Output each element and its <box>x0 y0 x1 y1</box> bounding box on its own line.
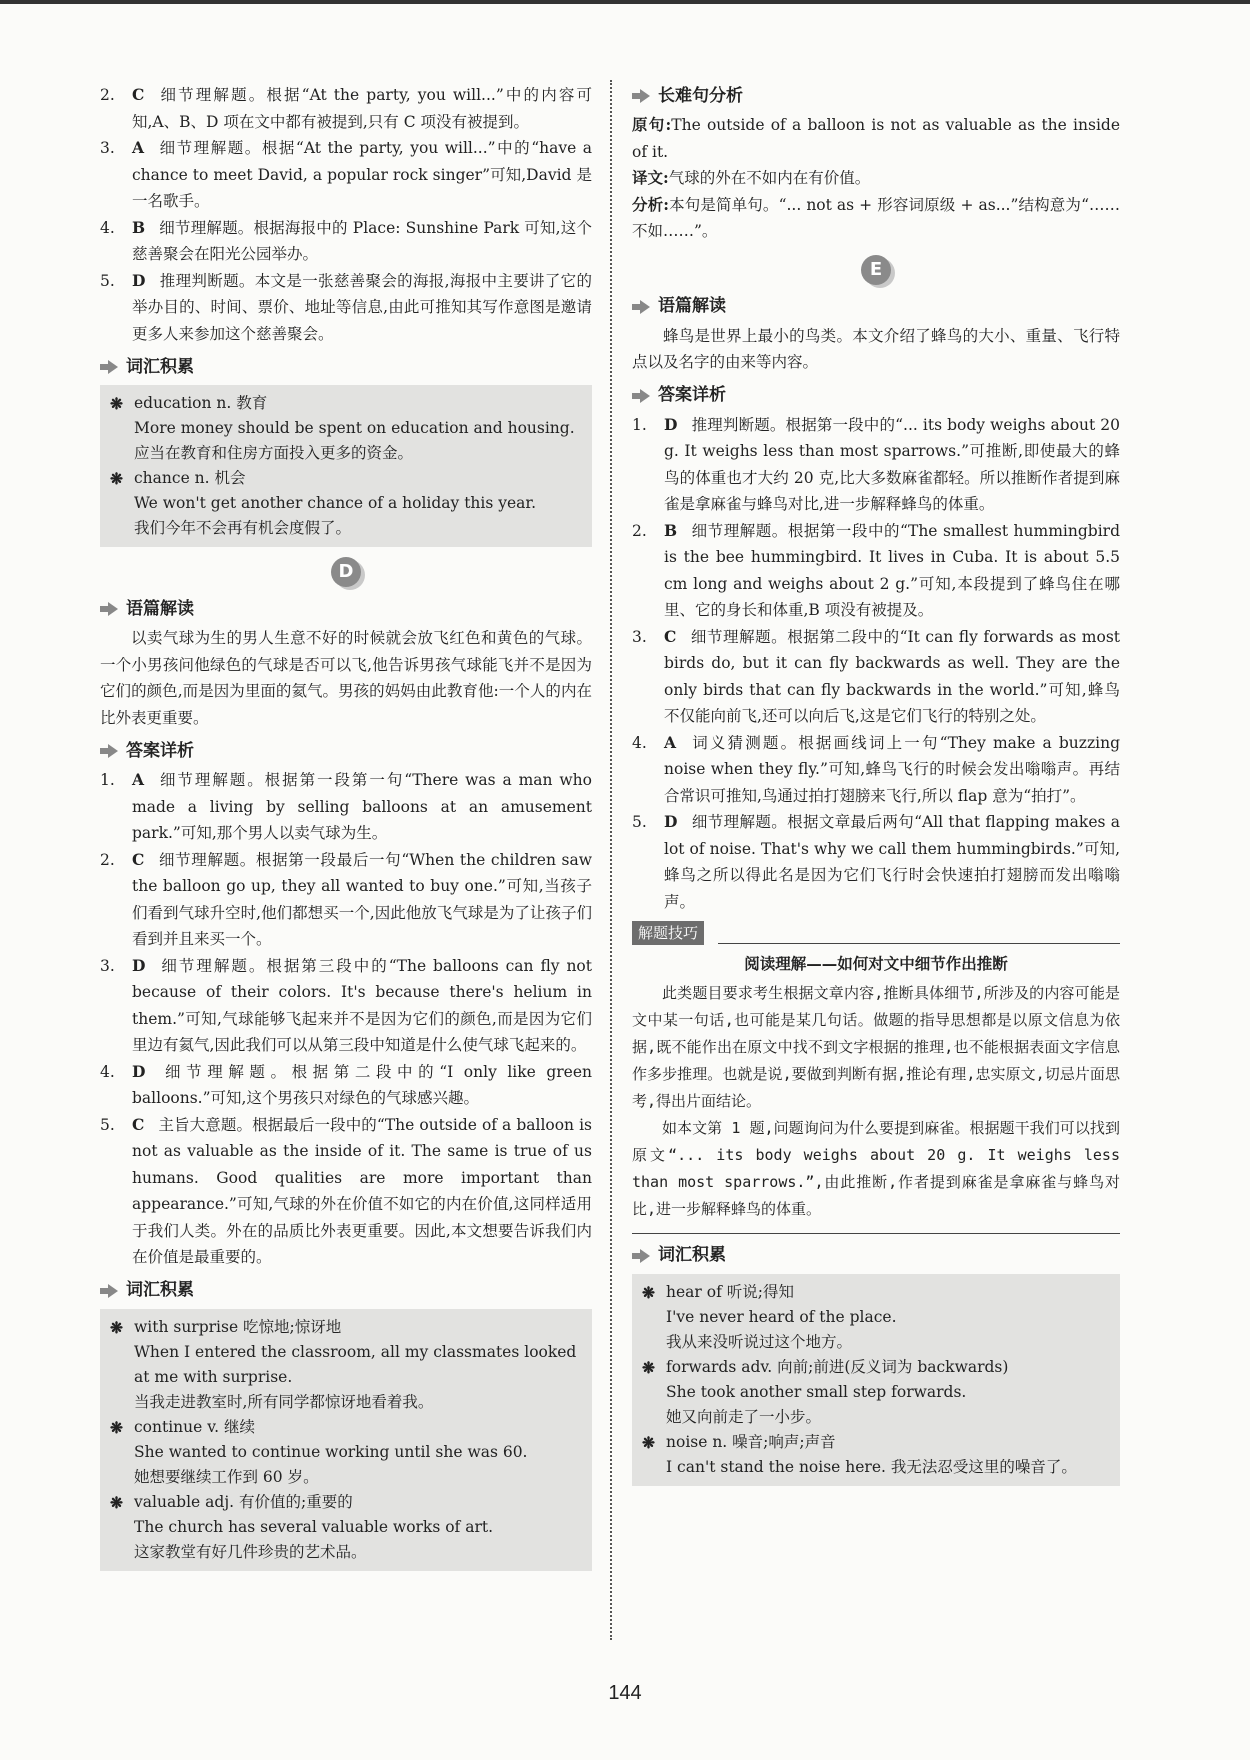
answer-item <box>100 953 592 1059</box>
answer-number: 4. <box>100 1062 115 1081</box>
arrow-icon <box>100 602 122 616</box>
vocab-entry <box>110 1490 582 1515</box>
reading-summary: 蜂鸟是世界上最小的鸟类。本文介绍了蜂鸟的大小、重量、飞行特点以及名字的由来等内容。 <box>632 326 1120 371</box>
top-rule <box>0 0 1250 4</box>
section-heading: 长难句分析 <box>632 82 1120 110</box>
answer-item <box>100 135 592 215</box>
answer-choice: C <box>132 85 145 104</box>
left-column <box>100 82 592 1577</box>
vocab-term: valuable adj. 有价值的;重要的 <box>134 1492 353 1511</box>
section-heading: 语篇解读 <box>100 595 592 623</box>
answer-item <box>632 624 1120 730</box>
answer-explanation: 细节理解题。根据第一段最后一句“When the children saw the balloon go up, they all wanted to buy one.”可知,当孩子们看到气球升空时,他们都想买一个,因此他放飞气球是为了让孩子们看到并且来买一个。 <box>132 850 592 948</box>
answer-explanation: 推理判断题。根据第一段中的“... its body weighs about 20 g. It weighs less than most sparrows.”可推断,即使最大的蜂鸟的体重也才大约 20 克,比大多数麻雀都轻。所以推断作者提到麻雀是拿麻雀与蜂鸟对比,进一步解释蜂鸟的体重。 <box>664 415 1120 513</box>
answer-choice: A <box>132 138 145 157</box>
arrow-icon <box>632 89 654 103</box>
vocab-example: I can't stand the noise here. 我无法忍受这里的噪音了。 <box>666 1457 1077 1476</box>
vocab-box <box>100 385 592 547</box>
answer-item <box>632 518 1120 624</box>
answer-choice: B <box>664 520 678 540</box>
vocab-example: 应当在教育和住房方面投入更多的资金。 <box>134 444 414 462</box>
answer-choice: D <box>664 414 678 434</box>
vocab-entry <box>642 1430 1110 1455</box>
page-number: 144 <box>608 1682 642 1704</box>
vocab-example: 她又向前走了一小步。 <box>666 1407 822 1426</box>
translation: 译文:气球的外在不如内在有价值。 <box>632 168 871 187</box>
vocab-entry <box>110 391 582 416</box>
vocab-entry <box>642 1280 1110 1305</box>
answer-choice: C <box>132 1114 145 1134</box>
answer-item <box>100 1112 592 1271</box>
answer-choice: C <box>132 849 145 869</box>
answer-item <box>100 82 592 135</box>
tip-bar <box>632 921 1120 947</box>
vocab-term: with surprise 吃惊地;惊讶地 <box>134 1317 342 1336</box>
reading-summary: 以卖气球为生的男人生意不好的时候就会放飞红色和黄色的气球。一个小男孩问他绿色的气球是否可以飞,他告诉男孩气球能飞并不是因为它们的颜色,而是因为里面的氦气。男孩的妈妈由此教育他:一个人的内在比外表更重要。 <box>100 629 592 727</box>
answer-explanation: 细节理解题。根据第一段第一句“There was a man who made a living by selling balloons at an amusement park.”可知,那个男人以卖气球为生。 <box>132 771 592 842</box>
answer-explanation: 词义猜测题。根据画线词上一句“They make a buzzing noise when they fly.”可知,蜂鸟飞行的时候会发出嗡嗡声。再结合常识可推知,鸟通过拍打翅膀来飞行,所以 flap 意为“拍打”。 <box>664 733 1120 805</box>
asterisk-icon: ❋ <box>110 1492 123 1512</box>
answer-choice: C <box>664 626 677 646</box>
vocab-example: The church has several valuable works of art. <box>134 1517 494 1536</box>
tip-label: 解题技巧 <box>632 921 704 945</box>
answer-number: 3. <box>100 956 115 975</box>
vocab-box <box>632 1274 1120 1486</box>
asterisk-icon: ❋ <box>642 1282 655 1302</box>
answer-item <box>632 412 1120 518</box>
answer-number: 5. <box>632 813 647 831</box>
answer-choice: D <box>132 1061 146 1081</box>
vocab-example: 这家教堂有好几件珍贵的艺术品。 <box>134 1542 367 1561</box>
answer-item <box>100 1059 592 1112</box>
answer-number: 4. <box>632 733 647 752</box>
answer-item <box>632 730 1120 810</box>
vocab-example: 当我走进教室时,所有同学都惊讶地看着我。 <box>134 1392 434 1411</box>
vocab-term: education n. 教育 <box>134 394 268 412</box>
vocab-term: continue v. 继续 <box>134 1417 256 1436</box>
vocab-entry <box>642 1355 1110 1380</box>
vocab-entry <box>110 466 582 491</box>
vocab-entry <box>110 1315 582 1340</box>
analysis: 分析:本句是简单句。“... not as + 形容词原级 + as...”结构意为“……不如……”。 <box>632 194 1120 240</box>
original-sentence: 原句:The outside of a balloon is not as valuable as the inside of it. <box>632 115 1120 161</box>
vocab-term: hear of 听说;得知 <box>666 1282 794 1301</box>
section-heading: 语篇解读 <box>632 293 1120 321</box>
arrow-icon <box>632 300 654 314</box>
answer-explanation: 细节理解题。根据“At the party, you will...”中的“have a chance to meet David, a popular rock singer”可知,David 是一名歌手。 <box>132 139 592 210</box>
asterisk-icon: ❋ <box>110 469 123 488</box>
vocab-example: When I entered the classroom, all my classmates looked at me with surprise. <box>134 1342 577 1386</box>
vocab-box <box>100 1309 592 1571</box>
section-heading: 答案详析 <box>100 737 592 765</box>
vocab-example: 她想要继续工作到 60 岁。 <box>134 1467 319 1486</box>
arrow-icon <box>632 389 654 403</box>
asterisk-icon: ❋ <box>642 1432 655 1452</box>
vocab-example: I've never heard of the place. <box>666 1307 897 1326</box>
answer-number: 3. <box>632 627 647 646</box>
answer-choice: A <box>132 770 145 789</box>
arrow-icon <box>632 1249 654 1263</box>
vocab-example: She wanted to continue working until she was 60. <box>134 1442 528 1461</box>
answer-item <box>100 767 592 847</box>
column-divider <box>610 80 612 1640</box>
answer-explanation: 细节理解题。根据第三段中的“The balloons can fly not because of their colors. It's because there's helium in them.”可知,气球能够飞起来并不是因为它们的颜色,而是因为它们里边有氦气,因此我们可以从第三段中知道是什么使气球飞起来的。 <box>132 956 592 1054</box>
answer-explanation: 细节理解题。根据“At the party, you will...”中的内容可知,A、B、D 项在文中都有被提到,只有 C 项没有被提到。 <box>132 86 592 131</box>
vocab-term: forwards adv. 向前;前进(反义词为 backwards) <box>666 1357 1009 1376</box>
vocab-term: chance n. 机会 <box>134 469 246 487</box>
tip-rule <box>718 943 1120 944</box>
answer-explanation: 主旨大意题。根据最后一段中的“The outside of a balloon is not as valuable as the inside of it. The same is true of us humans. Good qualities are more important than appearance.”可知,气球的外在价值不如它的内在价值,这同样适用于我们人类。外在的品质比外表更重要。因此,本文想要告诉我们内在价值是最重要的。 <box>132 1115 592 1266</box>
vocab-example: More money should be spent on education and housing. <box>134 419 575 437</box>
vocab-example: 我们今年不会再有机会度假了。 <box>134 519 352 537</box>
vocab-entry <box>110 1415 582 1440</box>
answer-choice: D <box>664 812 678 831</box>
answer-list-c <box>100 82 592 347</box>
answer-number: 3. <box>100 139 115 157</box>
answer-number: 1. <box>632 415 647 434</box>
vocab-example: We won't get another chance of a holiday this year. <box>134 494 537 512</box>
asterisk-icon: ❋ <box>110 1417 123 1437</box>
section-heading: 词汇积累 <box>100 353 592 381</box>
answer-item <box>100 847 592 953</box>
asterisk-icon: ❋ <box>642 1357 655 1377</box>
asterisk-icon: ❋ <box>110 394 123 413</box>
section-heading: 词汇积累 <box>100 1277 592 1305</box>
answer-list-d <box>100 767 592 1271</box>
answer-choice: D <box>132 955 146 975</box>
asterisk-icon: ❋ <box>110 1317 123 1337</box>
answer-item <box>100 268 592 348</box>
answer-number: 1. <box>100 771 115 789</box>
arrow-icon <box>100 744 122 758</box>
vocab-example: 我从来没听说过这个地方。 <box>666 1332 853 1351</box>
answer-number: 2. <box>100 86 115 104</box>
right-column <box>632 82 1120 1492</box>
answer-number: 5. <box>100 271 115 290</box>
answer-explanation: 细节理解题。根据第二段中的“I only like green balloons.”可知,这个男孩只对绿色的气球感兴趣。 <box>132 1062 592 1107</box>
answer-explanation: 细节理解题。根据海报中的 Place: Sunshine Park 可知,这个慈善聚会在阳光公园举办。 <box>132 218 592 263</box>
section-heading: 答案详析 <box>632 382 1120 410</box>
tip-paragraph: 此类题目要求考生根据文章内容,推断具体细节,所涉及的内容可能是文中某一句话,也可能是某几句话。做题的指导思想都是以原文信息为依据,既不能作出在原文中找不到文字根据的推理,也不能根据表面文字信息作多步推理。也就是说,要做到判断有据,推论有理,忠实原文,切忌片面思考,得出片面结论。 <box>632 983 1120 1110</box>
answer-choice: A <box>664 732 677 752</box>
vocab-term: noise n. 噪音;响声;声音 <box>666 1432 836 1451</box>
arrow-icon <box>100 360 122 374</box>
answer-explanation: 推理判断题。本文是一张慈善聚会的海报,海报中主要讲了它的举办目的、时间、票价、地址等信息,由此可推知其写作意图是邀请更多人来参加这个慈善聚会。 <box>132 271 592 343</box>
answer-explanation: 细节理解题。根据第二段中的“It can fly forwards as most birds do, but it can fly backwards as well. They are the only birds that can fly backwards in the world.”可知,蜂鸟不仅能向前飞,还可以向后飞,这是它们飞行的特别之处。 <box>664 627 1120 725</box>
answer-item <box>632 809 1120 915</box>
answer-item <box>100 215 592 268</box>
tip-paragraph: 如本文第 1 题,问题询问为什么要提到麻雀。根据题干我们可以找到原文“... its body weighs about 20 g. It weighs less than most sparrows.”,由此推断,作者提到麻雀是拿麻雀与蜂鸟对比,进一步解释蜂鸟的体重。 <box>632 1118 1120 1218</box>
arrow-icon <box>100 1284 122 1298</box>
answer-number: 2. <box>100 850 115 869</box>
vocab-example: She took another small step forwards. <box>666 1382 967 1401</box>
answer-explanation: 细节理解题。根据文章最后两句“All that flapping makes a lot of noise. That's why we call them hummingbirds.”可知,蜂鸟之所以得此名是因为它们飞行时会快速拍打翅膀而发出嗡嗡声。 <box>664 813 1120 911</box>
section-badge-e: E <box>861 255 891 285</box>
tip-title: 阅读理解——如何对文中细节作出推断 <box>744 955 1008 973</box>
answer-number: 5. <box>100 1115 115 1134</box>
answer-explanation: 细节理解题。根据第一段中的“The smallest hummingbird is the bee hummingbird. It lives in Cuba. It is about 5.5 cm long and weighs about 2 g.”可知,本段提到了蜂鸟住在哪里、它的身长和体重,B 项没有被提及。 <box>664 521 1120 619</box>
section-heading: 词汇积累 <box>632 1242 1120 1270</box>
tip-end-rule <box>632 1233 1120 1234</box>
answer-choice: B <box>132 217 146 237</box>
section-badge-d: D <box>331 557 361 587</box>
answer-list-e <box>632 412 1120 916</box>
answer-number: 4. <box>100 218 115 237</box>
answer-number: 2. <box>632 521 647 540</box>
answer-choice: D <box>132 270 146 290</box>
